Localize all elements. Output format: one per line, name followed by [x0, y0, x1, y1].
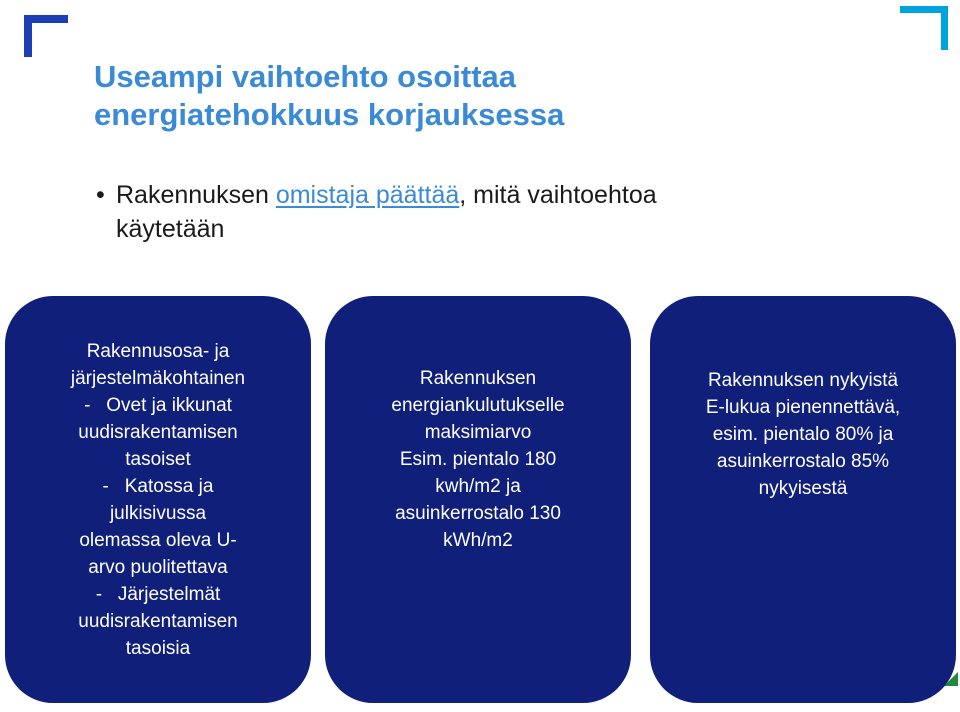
- box1-line: tasoisia: [125, 637, 191, 659]
- box1-line: järjestelmäkohtainen: [70, 367, 246, 389]
- box2-line: kwh/m2 ja: [435, 476, 521, 497]
- box1-line: uudisrakentamisen: [78, 421, 238, 443]
- box2-line: kWh/m2: [443, 530, 513, 551]
- box2-line: Rakennuksen: [419, 368, 537, 389]
- box1-line: - Katossa ja: [102, 475, 214, 497]
- corner-bracket-top-left: [24, 15, 68, 57]
- bullet-text-after: , mitä vaihtoehtoa: [459, 181, 657, 209]
- box2-line: asuinkerrostalo 130: [395, 503, 561, 524]
- option-box-component-based: [5, 296, 311, 703]
- box1-line: arvo puolitettava: [88, 556, 228, 578]
- bullet-text-before: Rakennuksen: [116, 181, 276, 209]
- bullet-emphasis: omistaja päättää: [275, 181, 460, 209]
- box2-line: Esim. pientalo 180: [399, 449, 557, 470]
- bullet-text-line-2: käytetään: [116, 215, 225, 243]
- option-box-e-value-reduction: [650, 296, 956, 703]
- box2-line: energiankulutukselle: [391, 395, 565, 416]
- box1-line: uudisrakentamisen: [78, 610, 238, 632]
- box3-line: asuinkerrostalo 85%: [716, 451, 890, 472]
- box1-line: - Järjestelmät: [95, 583, 221, 605]
- box1-line: - Ovet ja ikkunat: [84, 394, 232, 416]
- title-line-2: energiatehokkuus korjauksessa: [94, 97, 565, 132]
- box1-line: Rakennusosa- ja: [86, 340, 230, 362]
- bullet-marker: •: [96, 181, 105, 209]
- box3-line: esim. pientalo 80% ja: [712, 424, 894, 445]
- option-box-max-energy-consumption: [325, 296, 631, 703]
- box3-line: E-lukua pienennettävä,: [705, 397, 901, 418]
- corner-bracket-top-right: [900, 6, 948, 50]
- title-line-1: Useampi vaihtoehto osoittaa: [94, 59, 517, 94]
- box1-line: julkisivussa: [109, 502, 207, 524]
- box3-line: Rakennuksen nykyistä: [707, 370, 899, 391]
- box1-line: tasoiset: [125, 448, 191, 470]
- slide-title: [94, 58, 794, 134]
- bullet-row: [96, 178, 896, 212]
- bullet-point: [96, 178, 896, 246]
- box3-line: nykyisestä: [758, 478, 848, 499]
- box2-line: maksimiarvo: [424, 422, 532, 443]
- box1-line: olemassa oleva U-: [79, 529, 237, 551]
